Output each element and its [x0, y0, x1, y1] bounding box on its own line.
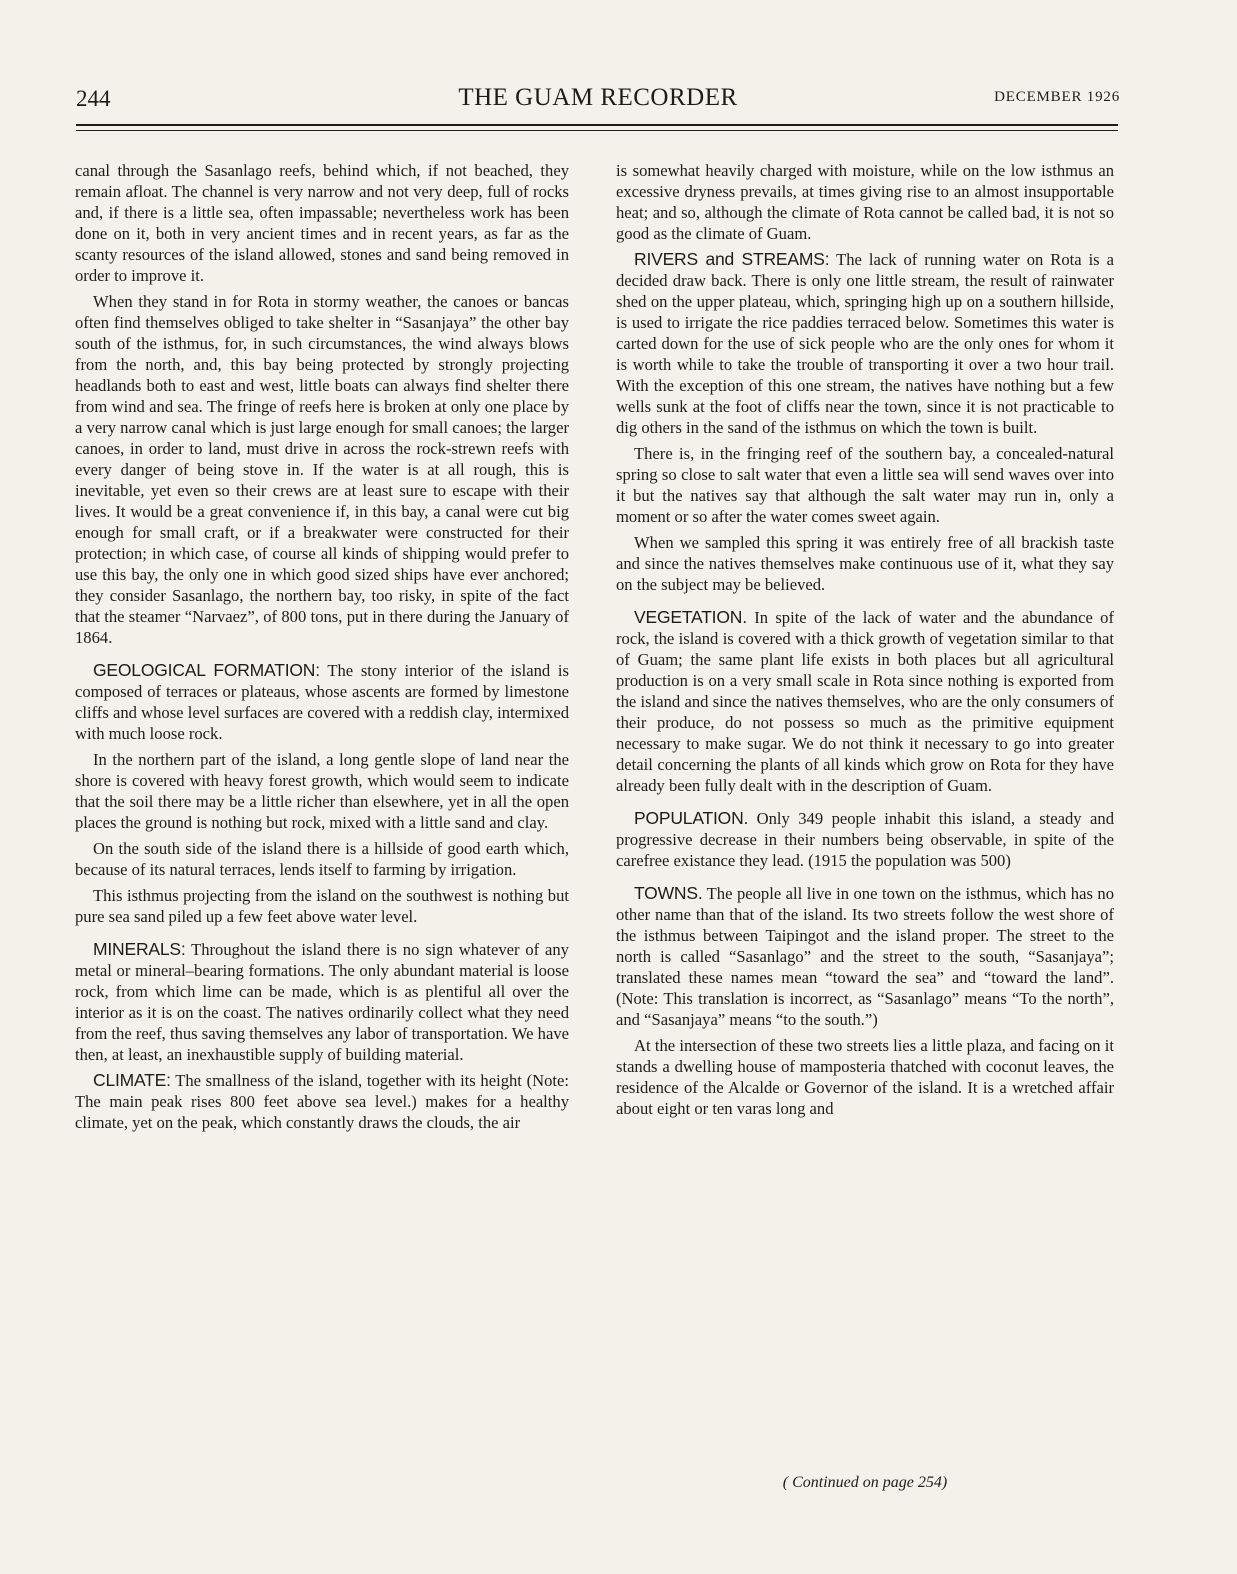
continued-note: ( Continued on page 254) — [782, 1474, 948, 1491]
header-rule-thin — [76, 130, 1118, 131]
section-heading: RIVERS and STREAMS: — [634, 249, 830, 269]
left-column — [75, 160, 569, 1138]
section-text: In spite of the lack of water and the abundance of rock, the island is covered with a thick growth of vegetation similar to that of Guam; the same plant life exists in both places but all agricultural production is on a very small scale in Rota since nothing is exported from the island and since the natives themselves, who are the only consumers of their produce, do not possess so much as the primitive equipment necessary to make sugar. We do not think it necessary to go into greater detail concerning the plants of all kinds which grow on Rota for they have already been fully dealt with in the description of Guam. — [616, 608, 1114, 795]
section-text: Throughout the island there is no sign whatever of any metal or mineral–bearing formations. The only abundant material is loose rock, from which lime can be made, which is as plentiful all over the interior as it is on the coast. The natives ordinarily collect what they need from the reef, thus saving themselves any labor of transportation. We have then, at least, an inexhaustible supply of building material. — [75, 940, 569, 1064]
section-climate — [75, 1070, 569, 1133]
section-geological-formation — [75, 660, 569, 744]
paragraph: When they stand in for Rota in stormy weather, the canoes or bancas often find themselves obliged to take shelter in “Sasanjaya” the other bay south of the isthmus, for, in such circumstances, the wind always blows from the north, and, this bay being protected by strongly projecting headlands both to east and west, little boats can always find shelter there from wind and sea. The fringe of reefs here is broken at only one place by a very narrow canal which is just large enough for small canoes; the larger canoes, in order to land, must drive in across the rock-strewn reefs with every danger of being stove in. If the water is at all rough, this is inevitable, yet even so their crews are at least sure to escape with their lives. It would be a great convenience if, in this bay, a canal were cut big enough for small craft, or if a breakwater were constructed for their protection; in which case, of course all kinds of shipping would prefer to use this bay, the only one in which good sized ships have ever anchored; they consider Sasanlago, the northern bay, too risky, in spite of the fact that the steamer “Narvaez”, of 800 tons, put in there during the January of 1864. — [75, 292, 569, 647]
section-vegetation — [616, 607, 1114, 796]
paragraph: On the south side of the island there is a hillside of good earth which, because of its natural terraces, lends itself to farming by irrigation. — [75, 839, 569, 879]
page-number: 244 — [76, 86, 111, 111]
header-rule-thick — [76, 124, 1118, 126]
section-towns — [616, 883, 1114, 1030]
section-heading: MINERALS: — [93, 939, 186, 959]
section-minerals — [75, 939, 569, 1065]
section-rivers-and-streams — [616, 249, 1114, 438]
section-text: The stony interior of the island is composed of terraces or plateaus, whose ascents are formed by limestone cliffs and whose level surfaces are covered with a reddish clay, intermixed with much loose rock. — [75, 661, 569, 743]
issue-date: DECEMBER 1926 — [994, 89, 1120, 105]
section-heading: CLIMATE: — [93, 1070, 171, 1090]
section-text: The lack of running water on Rota is a decided draw back. There is only one little stream, the result of rainwater shed on the upper plateau, which, springing high up on a southern hillside, is used to irrigate the rice paddies terraced below. Sometimes this water is carted down for the use of sick people who are the only ones for whom it is worth while to take the trouble of transporting it over a two hour trail. With the exception of this one stream, the natives have nothing but a few wells sunk at the foot of cliffs near the town, since it is not practicable to dig others in the sand of the isthmus on which the town is built. — [616, 250, 1114, 437]
paragraph: There is, in the fringing reef of the southern bay, a concealed-natural spring so close to salt water that even a little sea will send waves over into it but the natives say that although the salt water may run in, only a moment or so after the water comes sweet again. — [616, 444, 1114, 526]
paragraph: When we sampled this spring it was entirely free of all brackish taste and since the natives themselves make continuous use of it, what they say on the subject may be believed. — [616, 533, 1114, 594]
section-heading: GEOLOGICAL FORMATION: — [93, 660, 320, 680]
section-heading: TOWNS. — [634, 883, 703, 903]
section-heading: POPULATION. — [634, 808, 749, 828]
publication-title: THE GUAM RECORDER — [458, 84, 738, 111]
paragraph: This isthmus projecting from the island on the southwest is nothing but pure sea sand piled up a few feet above water level. — [75, 886, 569, 926]
page-header — [76, 84, 1120, 124]
paragraph: At the intersection of these two streets lies a little plaza, and facing on it stands a dwelling house of mamposteria thatched with coconut leaves, the residence of the Alcalde or Governor of the island. It is a wretched affair about eight or ten varas long and — [616, 1036, 1114, 1118]
section-text: The smallness of the island, together with its height (Note: The main peak rises 800 feet above sea level.) makes for a healthy climate, yet on the peak, which constantly draws the clouds, the air — [75, 1071, 569, 1132]
paragraph: In the northern part of the island, a long gentle slope of land near the shore is covered with heavy forest growth, which would seem to indicate that the soil there may be a little richer than elsewhere, yet in all the open places the ground is nothing but rock, mixed with a little sand and clay. — [75, 750, 569, 832]
section-text: The people all live in one town on the isthmus, which has no other name than that of the island. Its two streets follow the west shore of the isthmus between Taipingot and the island proper. The street to the north is called “Sasanlago” and the street to the south, “Sasanjaya”; translated these names mean “toward the sea” and “toward the land”. (Note: This translation is incorrect, as “Sasanlago” means “To the north”, and “Sasanjaya” means “to the south.”) — [616, 884, 1114, 1029]
paragraph: canal through the Sasanlago reefs, behind which, if not beached, they remain afloat. The channel is very narrow and not very deep, full of rocks and, if there is a little sea, often impassable; nevertheless work has been done on it, both in very ancient times and in recent years, as far as the scanty resources of the island allowed, stones and sand being removed in order to improve it. — [75, 161, 569, 285]
paragraph: is somewhat heavily charged with moisture, while on the low isthmus an excessive dryness prevails, at times giving rise to an almost insupportable heat; and so, although the climate of Rota cannot be called bad, it is not so good as the climate of Guam. — [616, 161, 1114, 243]
section-heading: VEGETATION. — [634, 607, 747, 627]
section-text: Only 349 people inhabit this island, a steady and progressive decrease in their numbers being observable, in spite of the carefree existance they lead. (1915 the population was 500) — [616, 809, 1115, 870]
right-column — [616, 160, 1114, 1124]
section-population — [616, 808, 1114, 871]
